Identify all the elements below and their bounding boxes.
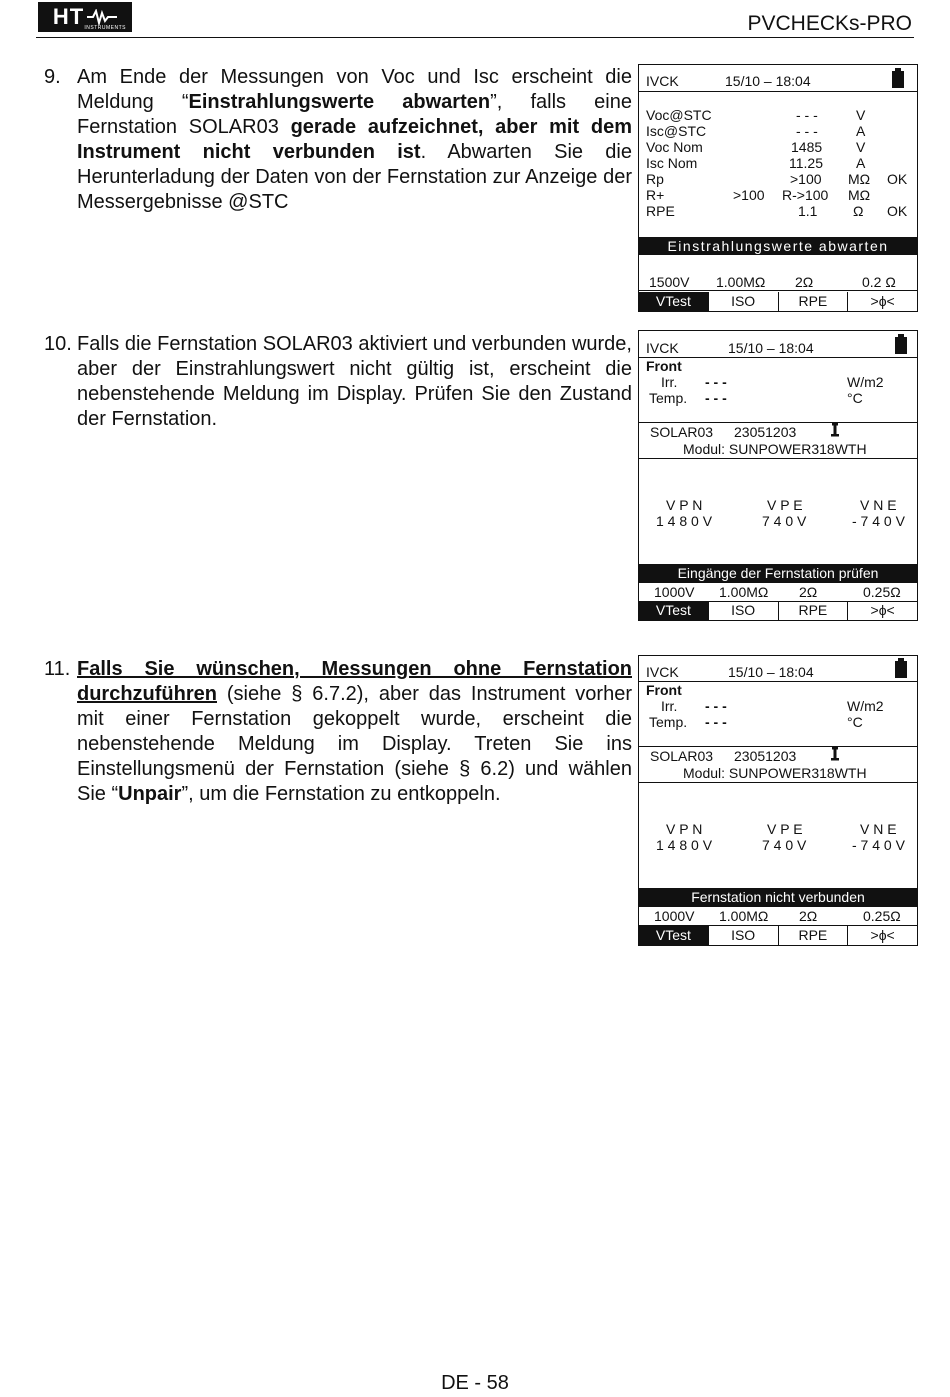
battery-icon — [895, 337, 907, 354]
vne-value: - 7 4 0 V — [852, 837, 905, 853]
irradiance-label: Irr. — [661, 374, 678, 390]
irradiance-unit: W/m2 — [847, 374, 884, 390]
emphasis-link-text: Falls Sie wünschen, Messungen ohne Fernstation durchzuführen — [77, 658, 632, 705]
row-unit: MΩ — [848, 187, 871, 203]
step-11 — [44, 657, 632, 807]
tab-rpe[interactable]: RPE — [778, 601, 848, 620]
param-limit: 0.25Ω — [863, 584, 901, 600]
param-limit: 0.2 Ω — [862, 274, 896, 290]
temperature-unit: °C — [847, 714, 863, 730]
row-unit: V — [856, 139, 866, 155]
temperature-value: - - - — [705, 714, 727, 730]
temperature-label: Temp. — [649, 714, 688, 730]
irradiance-label: Irr. — [661, 698, 678, 714]
param-rpe: 2Ω — [795, 274, 814, 290]
datetime: 15/10 – 18:04 — [728, 340, 814, 356]
front-label: Front — [646, 358, 682, 374]
step-number: 9. — [44, 66, 61, 88]
row-label: Voc Nom — [646, 139, 703, 155]
param-limit: 0.25Ω — [863, 908, 901, 924]
remote-link-icon — [831, 423, 839, 437]
datetime: 15/10 – 18:04 — [728, 664, 814, 680]
function-tabs — [639, 292, 917, 311]
vne-label: V N E — [860, 821, 897, 837]
irradiance-unit: W/m2 — [847, 698, 884, 714]
row-label: RPE — [646, 203, 675, 219]
row-value: - - - — [796, 107, 818, 123]
module-name: Modul: SUNPOWER318WTH — [683, 765, 867, 781]
row-unit: Ω — [853, 203, 864, 219]
function-tabs — [639, 926, 917, 945]
step-number: 11. — [44, 658, 71, 680]
tab-iso[interactable]: ISO — [708, 926, 778, 945]
instrument-display-3 — [638, 655, 918, 946]
tab-iso[interactable]: ISO — [708, 601, 778, 620]
param-rpe: 2Ω — [799, 584, 818, 600]
param-voltage: 1000V — [654, 584, 695, 600]
step-9 — [44, 65, 632, 215]
tab-phase[interactable]: >ϕ< — [847, 292, 917, 311]
tab-vtest[interactable]: VTest — [639, 601, 708, 620]
status-ok: OK — [887, 203, 908, 219]
mode-label: IVCK — [646, 73, 679, 89]
module-name: Modul: SUNPOWER318WTH — [683, 441, 867, 457]
param-resistance: 1.00MΩ — [716, 274, 766, 290]
divider — [639, 746, 917, 747]
emphasis-text: Unpair — [118, 783, 182, 805]
battery-icon — [895, 661, 907, 678]
step-number: 10. — [44, 333, 72, 355]
logo-text: HT — [52, 4, 85, 29]
irradiance-value: - - - — [705, 698, 727, 714]
vpn-value: 1 4 8 0 V — [656, 837, 713, 853]
row-mid-value: >100 — [733, 187, 765, 203]
vpe-value: 7 4 0 V — [762, 837, 807, 853]
row-label: R+ — [646, 187, 665, 203]
vpe-label: V P E — [767, 497, 803, 513]
divider — [639, 422, 917, 423]
param-resistance: 1.00MΩ — [719, 908, 769, 924]
text-segment: ”, falls eine Fernstation SOLAR03 — [77, 91, 632, 138]
row-unit: V — [856, 107, 866, 123]
step-text: Falls die Fernstation SOLAR03 aktiviert und verbunden wurde, aber der Einstrahlungswert nicht gültig ist, erscheint die nebenstehende Meldung im Display. Prüfen Sie den Zustand der Fernstation. — [77, 333, 632, 430]
irradiance-value: - - - — [705, 374, 727, 390]
header-divider — [36, 37, 914, 38]
row-value: R->100 — [782, 187, 829, 203]
status-message: Eingänge der Fernstation prüfen — [639, 564, 917, 583]
row-value: 11.25 — [789, 155, 823, 171]
text-segment: (siehe § 6.7.2), aber das Instrument vorher mit einer Fernstation gekoppelt wurde, erscheint die nebenstehende Meldung im Display. Treten Sie ins Einstellungsmenü der Fernstation (siehe § 6.2) und wählen Sie “ — [77, 683, 632, 805]
row-label: Isc@STC — [646, 123, 707, 139]
datetime: 15/10 – 18:04 — [725, 73, 811, 89]
battery-icon — [892, 71, 904, 88]
row-label: Voc@STC — [646, 107, 712, 123]
instrument-display-2 — [638, 330, 918, 621]
vne-value: - 7 4 0 V — [852, 513, 905, 529]
temperature-unit: °C — [847, 390, 863, 406]
vpn-label: V P N — [666, 497, 703, 513]
step-text — [77, 657, 632, 807]
row-unit: A — [856, 123, 866, 139]
vpn-value: 1 4 8 0 V — [656, 513, 713, 529]
vpn-label: V P N — [666, 821, 703, 837]
remote-unit-name: SOLAR03 — [650, 424, 714, 440]
row-unit: A — [856, 155, 866, 171]
mode-label: IVCK — [646, 340, 679, 356]
text-segment: ”, um die Fernstation zu entkoppeln. — [181, 783, 501, 805]
tab-phase[interactable]: >ϕ< — [847, 601, 917, 620]
row-label: Rp — [646, 171, 664, 187]
ht-logo — [38, 2, 132, 32]
logo-subtext: INSTRUMENTS — [84, 25, 126, 31]
row-value: 1485 — [791, 139, 823, 155]
function-tabs — [639, 601, 917, 620]
row-label: Isc Nom — [646, 155, 698, 171]
tab-iso[interactable]: ISO — [708, 292, 778, 311]
tab-rpe[interactable]: RPE — [778, 292, 848, 311]
row-unit: MΩ — [848, 171, 871, 187]
step-text — [77, 65, 632, 215]
status-message: Einstrahlungswerte abwarten — [639, 237, 917, 255]
remote-unit-name: SOLAR03 — [650, 748, 714, 764]
tab-vtest[interactable]: VTest — [639, 292, 708, 311]
emphasis-text: gerade aufzeichnet, aber mit dem Instrument nicht verbunden ist — [77, 116, 632, 163]
vpe-label: V P E — [767, 821, 803, 837]
param-resistance: 1.00MΩ — [719, 584, 769, 600]
row-value: 1.1 — [798, 203, 818, 219]
status-ok: OK — [887, 171, 908, 187]
param-voltage: 1500V — [649, 274, 690, 290]
tab-phase[interactable]: >ϕ< — [847, 926, 917, 945]
divider — [639, 91, 917, 92]
divider — [639, 782, 917, 783]
text-segment: Am Ende der Messungen von Voc und Isc erscheint die Meldung “ — [77, 66, 632, 113]
divider — [639, 458, 917, 459]
divider — [639, 290, 917, 291]
param-rpe: 2Ω — [799, 908, 818, 924]
row-value: - - - — [796, 123, 818, 139]
vne-label: V N E — [860, 497, 897, 513]
param-voltage: 1000V — [654, 908, 695, 924]
tab-rpe[interactable]: RPE — [778, 926, 848, 945]
temperature-label: Temp. — [649, 390, 688, 406]
page-number: DE - 58 — [441, 1372, 509, 1394]
mode-label: IVCK — [646, 664, 679, 680]
remote-serial: 23051203 — [734, 748, 797, 764]
step-10 — [44, 332, 632, 432]
emphasis-text: Einstrahlungswerte abwarten — [188, 91, 491, 113]
temperature-value: - - - — [705, 390, 727, 406]
tab-vtest[interactable]: VTest — [639, 926, 708, 945]
status-message: Fernstation nicht verbunden — [639, 888, 917, 907]
remote-link-icon — [831, 747, 839, 761]
instrument-display-1 — [638, 64, 918, 312]
product-title: PVCHECKs-PRO — [747, 12, 912, 35]
row-value: >100 — [790, 171, 822, 187]
front-label: Front — [646, 682, 682, 698]
waveform-icon — [87, 9, 117, 25]
text-segment: . Abwarten Sie die Herunterladung der Daten von der Fernstation zur Anzeige der Messergebnisse @STC — [77, 141, 633, 213]
vpe-value: 7 4 0 V — [762, 513, 807, 529]
remote-serial: 23051203 — [734, 424, 797, 440]
